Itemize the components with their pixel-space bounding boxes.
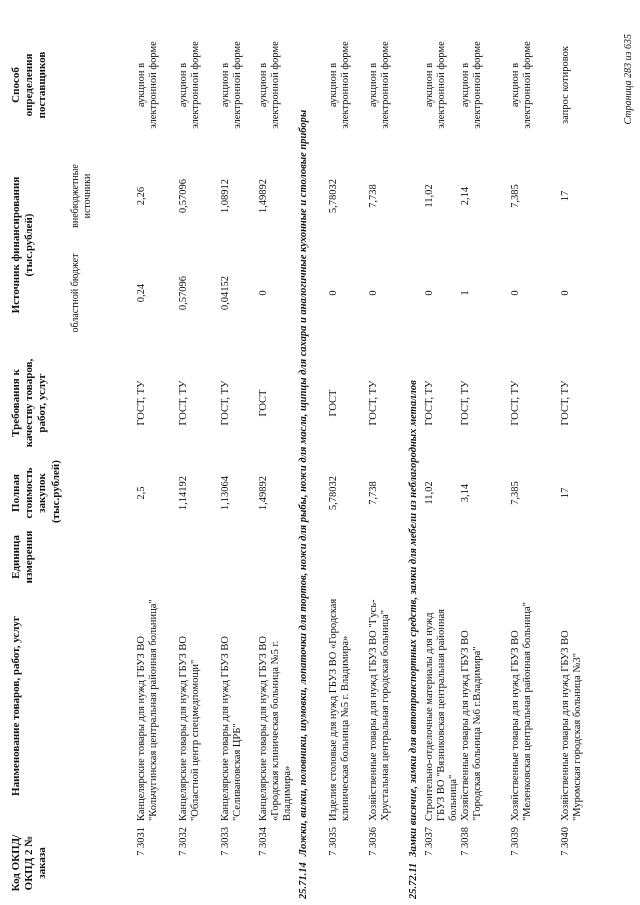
row-extrabudget: 7,385 [510, 184, 521, 208]
row-code: 7 3038 [460, 827, 471, 856]
row-extrabudget: 2,26 [136, 186, 147, 206]
row-code: 7 3033 [220, 827, 231, 856]
row-cost: 7,385 [510, 481, 521, 505]
row-regional-budget: 1 [460, 290, 471, 296]
row-method: аукцион в электронной форме [510, 41, 534, 129]
row-code: 7 3036 [368, 827, 379, 856]
row-regional-budget: 0 [510, 290, 521, 296]
category-code: 25.72.11 [408, 862, 419, 899]
row-method: аукцион в электронной форме [220, 41, 244, 129]
header-requirements: Требования к качеству товаров, работ, услуг [10, 358, 49, 448]
row-code: 7 3035 [328, 827, 339, 856]
row-regional-budget: 0,57096 [178, 275, 189, 311]
row-name: Хозяйственные товары для нужд ГБУЗ ВО "Меленковская центральная районная больница" [510, 602, 534, 821]
row-cost: 3,14 [460, 483, 471, 503]
row-extrabudget: 7,738 [368, 184, 379, 208]
row-requirements: ГОСТ, ТУ [424, 380, 435, 426]
row-requirements: ГОСТ, ТУ [368, 380, 379, 426]
row-method: аукцион в электронной форме [178, 41, 202, 129]
category-heading [408, 39, 421, 899]
header-source: Источник финансирования (тыс.рублей) [10, 176, 36, 314]
row-name: Канцелярские товары для нужд ГБУЗ ВО "Областной центр спецмедпомощи" [178, 635, 202, 821]
row-name: Канцелярские товары для нужд ГБУЗ ВО «Городская клиническая больница №5 г. Владимира» [258, 635, 294, 821]
row-regional-budget: 0 [560, 290, 571, 296]
row-cost: 2,5 [136, 486, 147, 500]
row-cost: 1,14192 [178, 475, 189, 511]
row-extrabudget: 0,57096 [178, 178, 189, 214]
row-method: аукцион в электронной форме [136, 41, 160, 129]
row-extrabudget: 17 [560, 190, 571, 202]
row-requirements: ГОСТ, ТУ [510, 380, 521, 426]
row-code: 7 3040 [560, 827, 571, 856]
row-requirements: ГОСТ, ТУ [178, 380, 189, 426]
row-method: аукцион в электронной форме [368, 41, 392, 129]
row-cost: 1,13064 [220, 475, 231, 511]
row-name: Хозяйственные товары для нужд ГБУЗ ВО "Городская больница №6 г.Владимира" [460, 630, 484, 821]
row-method: аукцион в электронной форме [460, 41, 484, 129]
row-name: Хозяйственные товары для нужд ГБУЗ ВО "Муромская городская больница №3" [560, 630, 584, 821]
row-extrabudget: 2,14 [460, 186, 471, 206]
header-source-extrabudget: внебюджетные источники [70, 164, 93, 228]
header-cost: Полная стоимость закупок (тыс.рублей) [10, 460, 62, 523]
row-name: Строительно-отделочные материалы для нужд ГБУЗ ВО "Вязниковская центральная районная больница" [424, 609, 460, 821]
row-regional-budget: 0 [368, 290, 379, 296]
row-regional-budget: 0 [328, 290, 339, 296]
header-method: Способ определения поставщиков [10, 51, 49, 119]
row-regional-budget: 0 [258, 290, 269, 296]
row-name: Изделия столовые для нужд ГБУЗ ВО «Городская клиническая больница №5 г. Владимира» [328, 598, 352, 821]
row-code: 7 3037 [424, 827, 435, 856]
row-method: аукцион в электронной форме [258, 41, 282, 129]
row-regional-budget: 0 [424, 290, 435, 296]
row-requirements: ГОСТ, ТУ [136, 380, 147, 426]
row-cost: 17 [560, 487, 571, 499]
row-name: Хозяйственные товары для нужд ГБУЗ ВО "Гусь-Хрустальная центральная городская больница" [368, 599, 392, 821]
row-extrabudget: 1,08912 [220, 178, 231, 214]
row-extrabudget: 11,02 [424, 184, 435, 208]
row-name: Канцелярские товары для нужд ГБУЗ ВО "Кольчугинская центральная районная больница" [136, 599, 160, 821]
row-cost: 7,738 [368, 481, 379, 505]
row-requirements: ГОСТ, ТУ [560, 380, 571, 426]
category-text: Ложки, вилки, половники, шумовки, лопаточки для тортов, ножи для рыбы, ножи для масла, щипцы для сахара и аналогичные кухонные и столовые приборы [298, 109, 309, 857]
row-cost: 5,78032 [328, 475, 339, 511]
row-requirements: ГОСТ [258, 389, 269, 417]
row-code: 7 3032 [178, 827, 189, 856]
row-cost: 1,49892 [258, 475, 269, 511]
header-unit: Единица измерения [10, 530, 36, 584]
row-cost: 11,02 [424, 481, 435, 505]
row-regional-budget: 0,04152 [220, 275, 231, 311]
row-extrabudget: 1,49892 [258, 178, 269, 214]
page-number: Страница 283 из 635 [622, 34, 634, 125]
header-name: Наименование товаров, работ, услуг [10, 616, 22, 796]
row-method: запрос котировок [560, 46, 571, 124]
row-name: Канцелярские товары для нужд ГБУЗ ВО "Селивановская ЦРБ" [220, 635, 244, 821]
row-regional-budget: 0,24 [136, 283, 147, 303]
header-source-regional: областной бюджет [70, 253, 81, 333]
row-extrabudget: 5,78032 [328, 178, 339, 214]
category-code: 25.71.14 [298, 862, 309, 899]
row-requirements: ГОСТ, ТУ [460, 380, 471, 426]
row-code: 7 3034 [258, 827, 269, 856]
row-method: аукцион в электронной форме [328, 41, 352, 129]
row-requirements: ГОСТ [328, 389, 339, 417]
row-code: 7 3031 [136, 827, 147, 856]
header-code: Код ОКПД/ ОКПД 2 № заказа [10, 834, 49, 892]
category-heading [298, 39, 311, 899]
row-code: 7 3039 [510, 827, 521, 856]
category-text: Замки висячие, замки для автотранспортных средств, замки для мебели из неблагородных металлов [408, 380, 419, 857]
row-requirements: ГОСТ, ТУ [220, 380, 231, 426]
row-method: аукцион в электронной форме [424, 41, 448, 129]
